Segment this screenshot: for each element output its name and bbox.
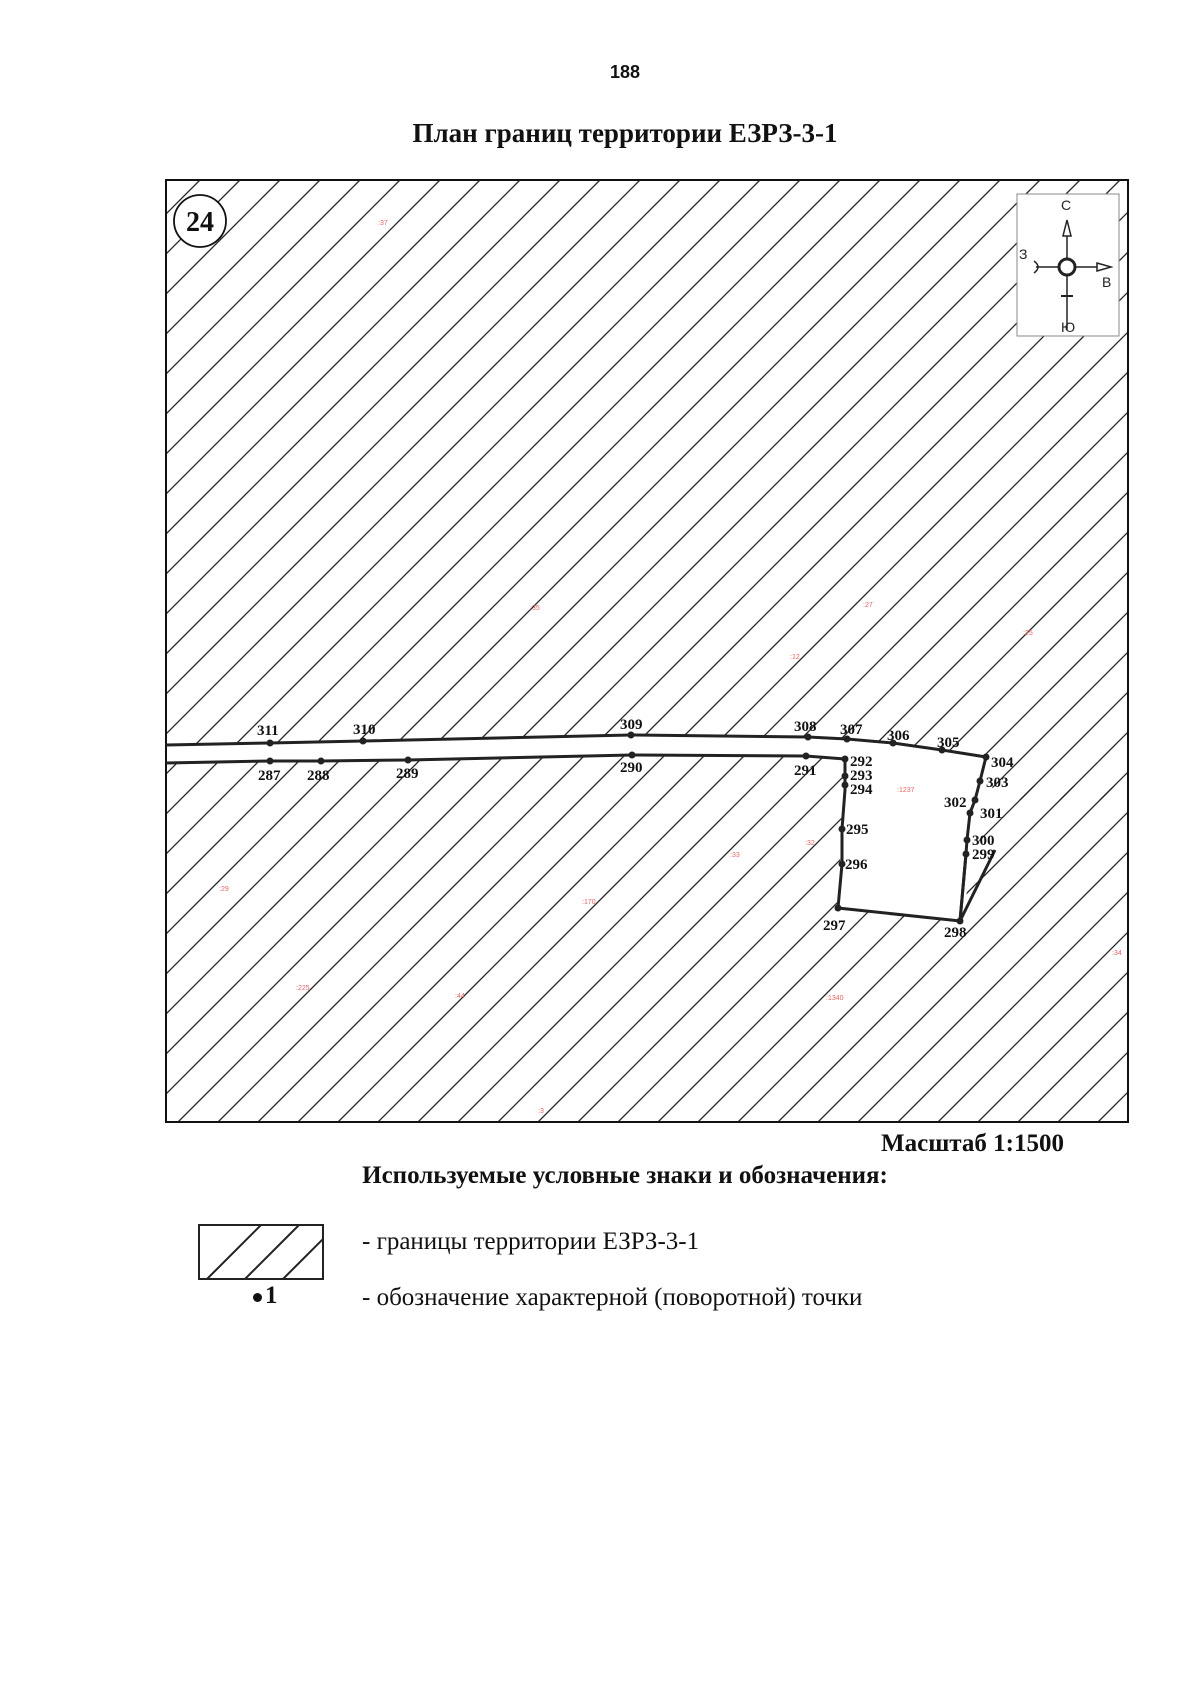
svg-text::12: :12 (790, 654, 800, 661)
point-dot-icon (253, 1293, 262, 1302)
hatch-line (680, 120, 1200, 1180)
hatch-line (0, 120, 540, 1180)
point-label: 289 (396, 766, 419, 782)
hatch-line (0, 120, 860, 1180)
point-label: 304 (991, 755, 1014, 771)
hatch-line (1120, 120, 1200, 1180)
hatch-line (0, 120, 140, 1180)
point-label: 308 (794, 719, 817, 735)
legend-title: Используемые условные знаки и обозначения: (362, 1162, 888, 1189)
point-label: 294 (850, 782, 873, 798)
hatch-line (0, 120, 300, 1180)
point-label: 300 (972, 833, 995, 849)
point-label: 287 (258, 768, 281, 784)
hatch-line (0, 120, 100, 1180)
hatch-line (0, 120, 860, 1180)
svg-text::27: :27 (863, 602, 873, 609)
hatch-line (0, 120, 140, 1180)
legend-point-number: 1 (265, 1282, 278, 1309)
point-label: 309 (620, 717, 643, 733)
legend-hatch-symbol (198, 1224, 324, 1280)
hatch-line (760, 120, 1200, 1180)
map-scale: Масштаб 1:1500 (881, 1130, 1064, 1157)
hatch-line (0, 120, 220, 1180)
hatch-line (680, 120, 1200, 1180)
hatch-line (0, 120, 860, 1180)
point-label: 296 (845, 857, 868, 873)
page-title: План границ территории ЕЗРЗ-3-1 (412, 118, 838, 148)
point-label: 311 (257, 723, 279, 739)
hatch-line (0, 120, 380, 1180)
hatch-line (0, 120, 1020, 1180)
hatch-line (1160, 120, 1200, 1180)
point-label: 301 (980, 806, 1003, 822)
point-label: 293 (850, 768, 873, 784)
svg-text::37: :37 (378, 220, 388, 227)
sheet-number-badge (174, 195, 226, 247)
hatch-line (0, 120, 1020, 1180)
sheet-number: 24 (186, 207, 214, 238)
point-label: 288 (307, 768, 330, 784)
hatch-line (0, 120, 700, 1180)
point-label: 297 (823, 918, 846, 934)
svg-text::33: :33 (730, 852, 740, 859)
hatch-line (0, 120, 60, 1180)
legend-point-label: - обозначение характерной (поворотной) точки (362, 1284, 863, 1311)
compass-west-label: З (1019, 246, 1028, 262)
legend-boundary-label: - границы территории ЕЗРЗ-3-1 (362, 1228, 700, 1255)
svg-text::1340: :1340 (826, 995, 844, 1002)
hatch-line (1160, 120, 1200, 1180)
point-label: 307 (840, 722, 863, 738)
hatch-line (0, 120, 100, 1180)
svg-text::34: :34 (1112, 950, 1122, 957)
point-label: 291 (794, 763, 817, 779)
svg-text::25: :25 (1023, 630, 1033, 637)
hatch-line (0, 120, 620, 1180)
hatch-line (0, 120, 180, 1180)
hatch-line (0, 120, 700, 1180)
hatch-line (760, 120, 1200, 1180)
hatch-line (1160, 120, 1200, 1180)
hatch-line (800, 120, 1200, 1180)
hatch-line (0, 120, 620, 1180)
compass-rose (1017, 194, 1119, 336)
point-label: 299 (972, 847, 995, 863)
point-label: 298 (944, 925, 967, 941)
hatch-line (0, 120, 540, 1180)
hatch-line (0, 120, 300, 1180)
hatch-line (0, 120, 60, 1180)
svg-text::225: :225 (296, 985, 310, 992)
hatch-line (760, 120, 1200, 1180)
hatch-line (0, 120, 1060, 1180)
point-label: 310 (353, 722, 376, 738)
hatch-line (0, 120, 380, 1180)
hatch-line (0, 120, 220, 1180)
svg-text::44: :44 (455, 993, 465, 1000)
svg-text::32: :32 (805, 840, 815, 847)
hatch-line (0, 120, 460, 1180)
hatch-line (0, 120, 780, 1180)
point-label: 290 (620, 760, 643, 776)
hatch-line (0, 120, 460, 1180)
point-label: 306 (887, 728, 910, 744)
hatch-line (0, 120, 460, 1180)
svg-text::1237: :1237 (897, 787, 915, 794)
hatch-line (0, 120, 780, 1180)
point-label: 305 (937, 735, 960, 751)
compass-north-label: С (1061, 197, 1072, 213)
hatch-line (800, 120, 1200, 1180)
hatch-line (0, 120, 180, 1180)
hatch-line (0, 120, 780, 1180)
hatch-line (1120, 120, 1200, 1180)
hatch-line (0, 120, 380, 1180)
svg-text::3: :3 (538, 1108, 544, 1115)
map-frame (166, 180, 1128, 1122)
hatch-line (0, 120, 620, 1180)
point-label: 295 (846, 822, 869, 838)
hatch-line (680, 120, 1200, 1180)
hatch-line (0, 120, 100, 1180)
hatch-line (0, 120, 140, 1180)
legend-point-symbol (253, 1282, 278, 1310)
point-label: 302 (944, 795, 967, 811)
compass-south-label: Ю (1061, 319, 1076, 335)
hatch-line (0, 120, 300, 1180)
point-label: 292 (850, 754, 873, 770)
hatch-line (0, 120, 1020, 1180)
hatch-line (0, 120, 180, 1180)
svg-text::35: :35 (530, 605, 540, 612)
hatch-line (1120, 120, 1200, 1180)
hatch-line (0, 120, 60, 1180)
svg-text::29: :29 (219, 886, 229, 893)
point-label: 303 (986, 775, 1009, 791)
svg-text::170: :170 (582, 899, 596, 906)
hatch-line (0, 120, 220, 1180)
compass-east-label: В (1102, 274, 1112, 290)
page-number: 188 (609, 62, 641, 82)
hatch-line (0, 120, 540, 1180)
hatch-line (0, 120, 700, 1180)
hatch-line (800, 120, 1200, 1180)
